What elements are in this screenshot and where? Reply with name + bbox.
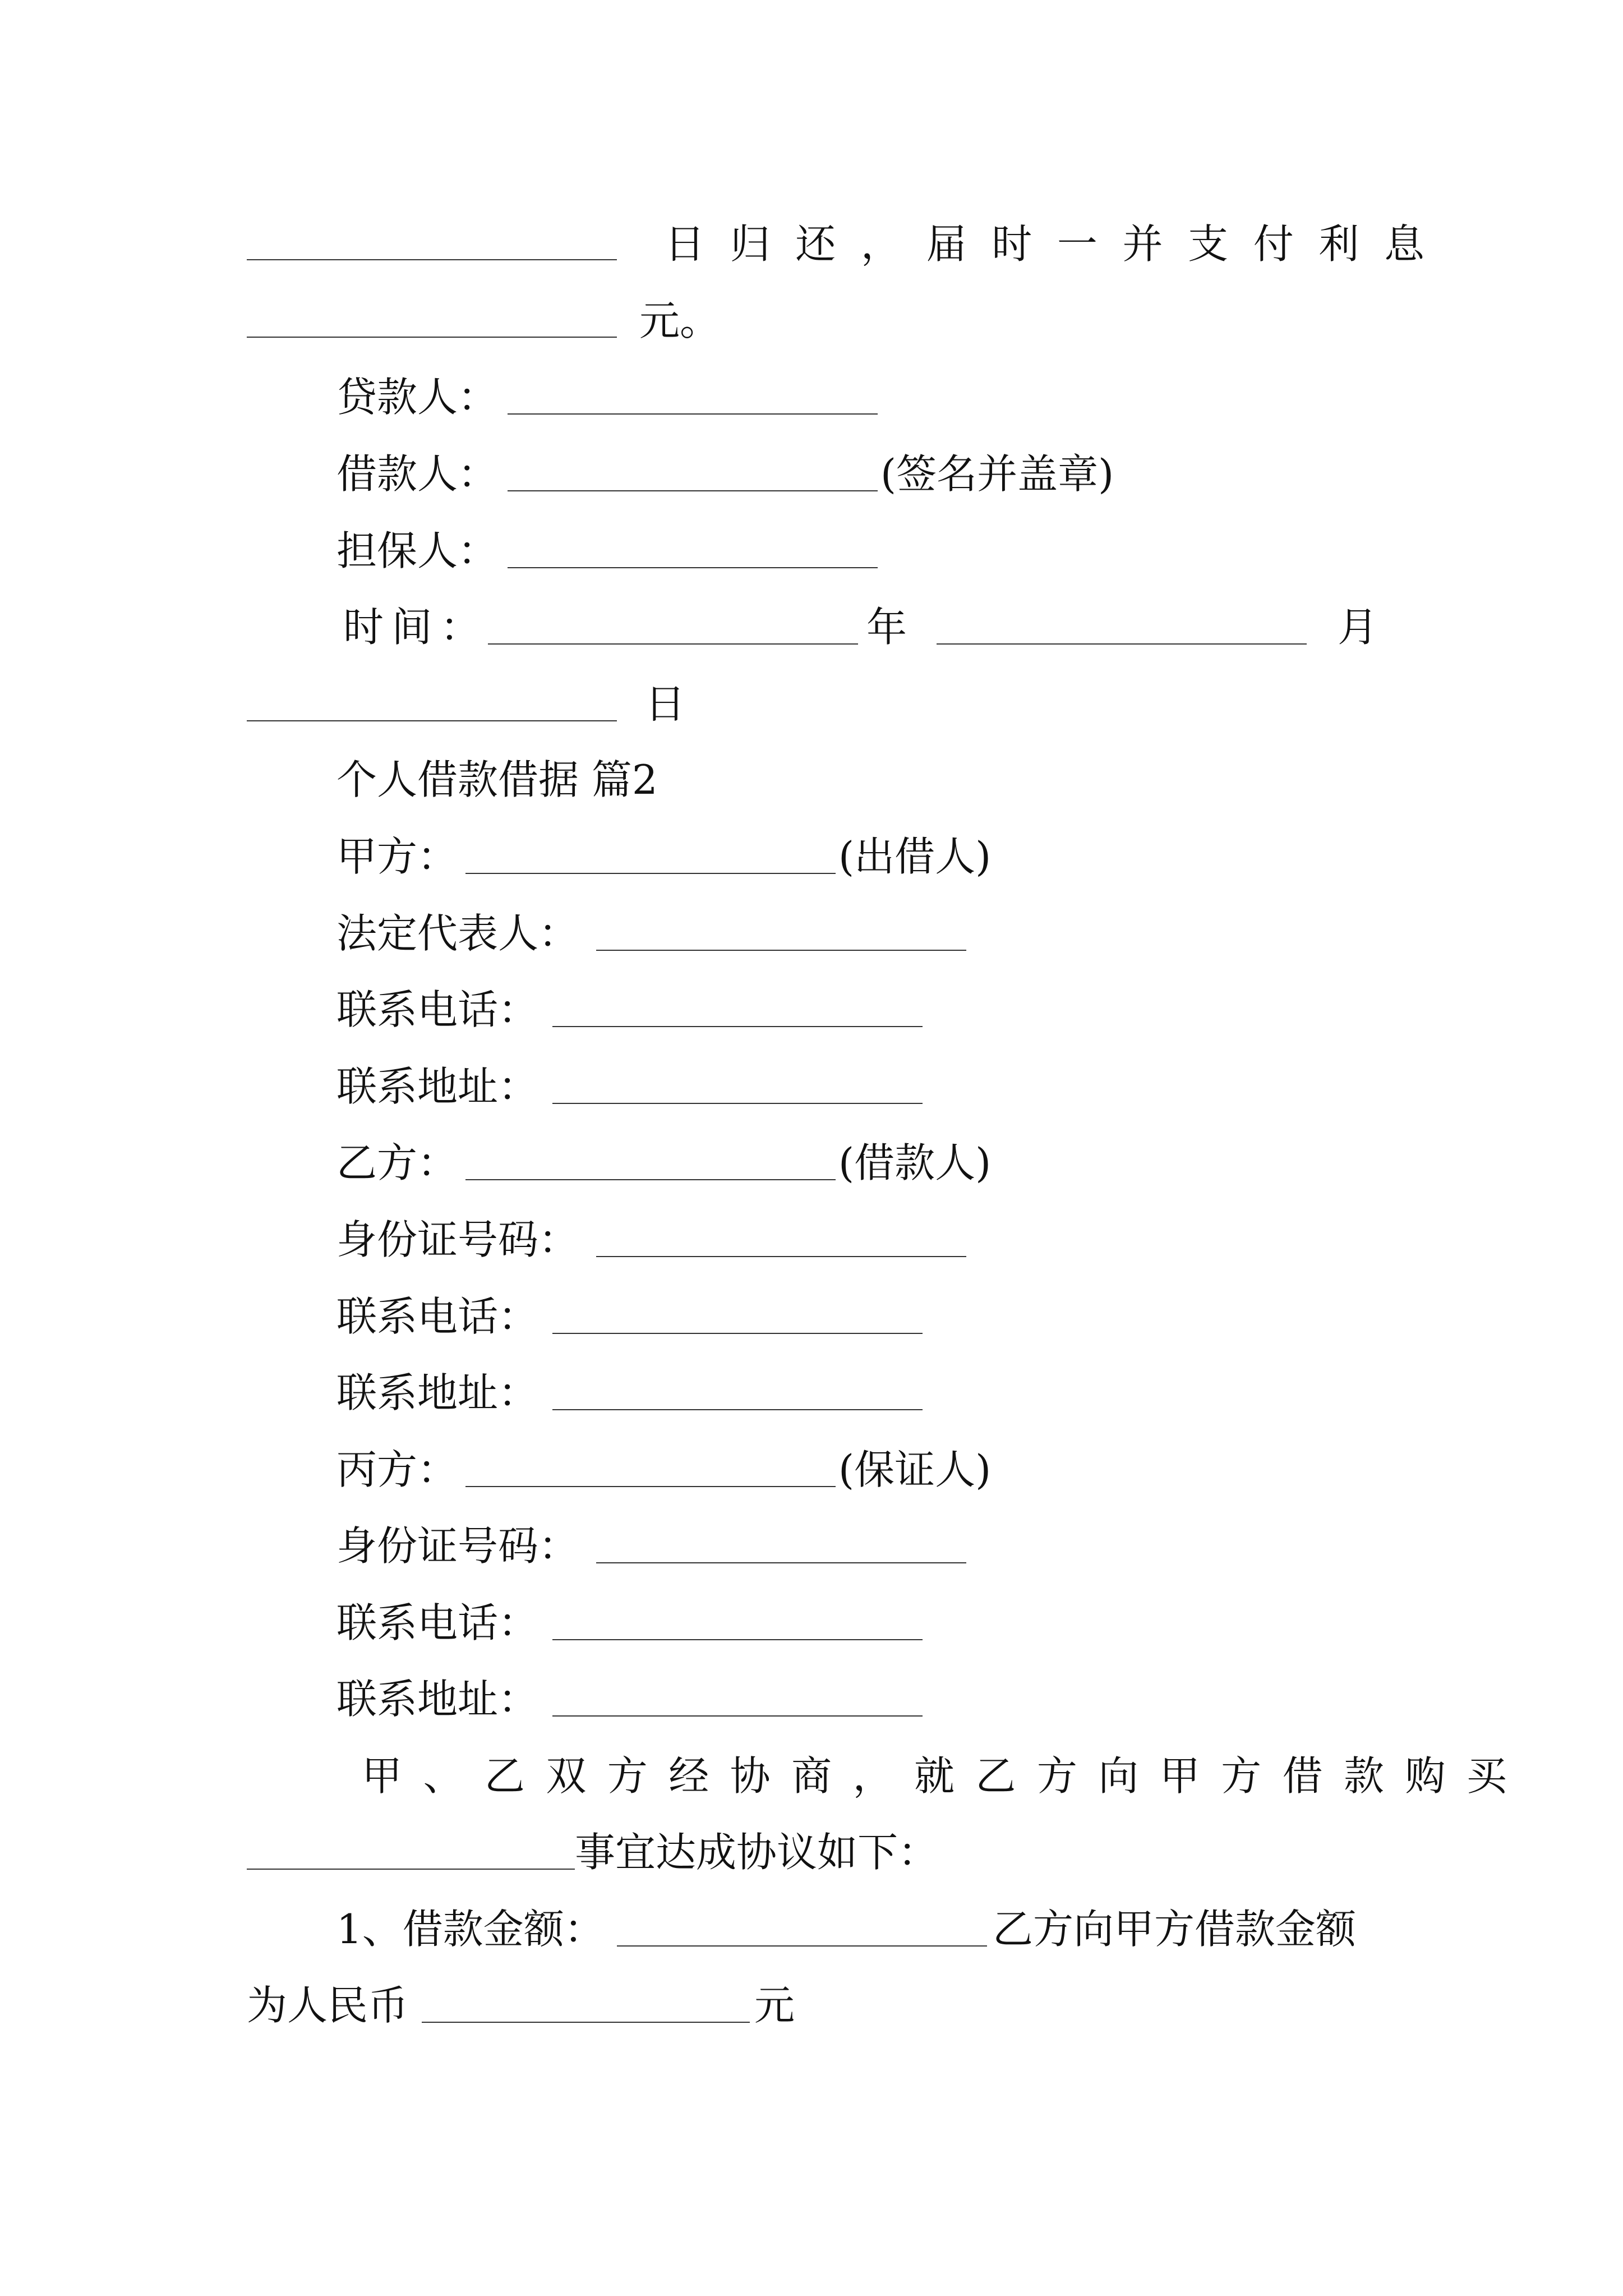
fill-blank-party-b[interactable] (465, 1179, 836, 1180)
party-c-address-label: 联系地址： (336, 1676, 539, 1723)
fill-blank-interest-amount[interactable] (247, 337, 617, 338)
clause1-continuation: 为人民币 (247, 1982, 409, 2029)
agreement-intro: 甲、乙双方经协商，就乙方向甲方借款购买 (362, 1752, 1528, 1800)
fill-blank-party-c-phone[interactable] (552, 1639, 923, 1640)
fill-blank-loan-amount[interactable] (617, 1945, 987, 1947)
party-a-phone-label: 联系电话： (336, 986, 539, 1033)
clause1-text: 乙方向甲方借款金额 (993, 1906, 1357, 1953)
lender-label: 贷款人： (336, 374, 499, 421)
borrower-sign-note: (签名并盖章) (880, 450, 1114, 498)
fill-blank-party-b-phone[interactable] (552, 1333, 923, 1334)
fill-blank-party-c[interactable] (465, 1486, 836, 1487)
interest-unit-text: 元。 (639, 297, 721, 344)
party-c-id-label: 身份证号码： (336, 1522, 579, 1570)
party-c-label: 丙方： (336, 1446, 458, 1493)
party-b-id-label: 身份证号码： (336, 1216, 579, 1263)
day-unit: 日 (645, 680, 686, 728)
clause1-unit: 元 (754, 1982, 795, 2029)
party-c-role: (保证人) (838, 1446, 992, 1493)
fill-blank-month[interactable] (937, 643, 1307, 645)
return-interest-text: 日归还，届时一并支付利息 (665, 220, 1450, 268)
agreement-continuation: 事宜达成协议如下： (575, 1829, 939, 1876)
party-a-role: (出借人) (838, 833, 992, 880)
fill-blank-party-c-address[interactable] (552, 1715, 923, 1717)
clause1-label: 1、借款金额： (336, 1906, 605, 1953)
fill-blank-purchase-item[interactable] (247, 1869, 575, 1870)
year-unit: 年 (866, 604, 907, 651)
party-b-address-label: 联系地址： (336, 1369, 539, 1416)
party-b-label: 乙方： (336, 1139, 458, 1186)
fill-blank-rmb-amount[interactable] (422, 2022, 750, 2023)
fill-blank-party-a-phone[interactable] (552, 1026, 923, 1027)
fill-blank-lender[interactable] (508, 413, 878, 415)
borrower-label: 借款人： (336, 450, 499, 498)
legal-rep-label: 法定代表人： (336, 910, 579, 957)
fill-blank-guarantor[interactable] (508, 567, 878, 568)
fill-blank-year[interactable] (488, 643, 858, 645)
fill-blank-day[interactable] (247, 720, 617, 721)
party-a-label: 甲方： (336, 833, 458, 880)
fill-blank-borrower[interactable] (508, 490, 878, 491)
fill-blank-party-b-address[interactable] (552, 1409, 923, 1410)
party-a-address-label: 联系地址： (336, 1063, 539, 1110)
month-unit: 月 (1338, 604, 1378, 651)
party-b-role: (借款人) (838, 1139, 992, 1186)
party-b-phone-label: 联系电话： (336, 1293, 539, 1340)
fill-blank-party-a[interactable] (465, 873, 836, 874)
time-label: 时间： (343, 604, 489, 651)
fill-blank-party-a-address[interactable] (552, 1103, 923, 1104)
fill-blank-legal-rep[interactable] (596, 950, 966, 951)
section-title: 个人借款借据 篇2 (336, 756, 658, 803)
fill-blank-party-c-id[interactable] (596, 1562, 966, 1563)
fill-blank-party-b-id[interactable] (596, 1256, 966, 1257)
party-c-phone-label: 联系电话： (336, 1599, 539, 1646)
fill-blank-return-date[interactable] (247, 259, 617, 260)
guarantor-label: 担保人： (336, 527, 499, 574)
